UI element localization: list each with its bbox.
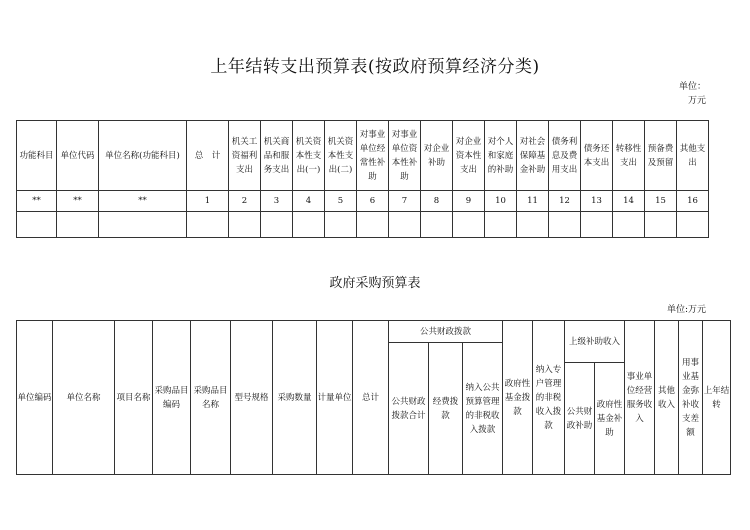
code-cell: 2 bbox=[229, 191, 261, 212]
header-cell: 对事业单位经常性补助 bbox=[357, 121, 389, 191]
col-quantity: 采购数量 bbox=[273, 321, 317, 475]
code-cell: ** bbox=[17, 191, 57, 212]
table1-empty-row bbox=[17, 212, 709, 238]
table2-title: 政府采购预算表 bbox=[329, 276, 421, 291]
code-cell: 4 bbox=[293, 191, 325, 212]
code-cell: 13 bbox=[581, 191, 613, 212]
col-public-total: 公共财政拨款合计 bbox=[389, 343, 429, 475]
table1-title: 上年结转支出预算表(按政府预算经济分类) bbox=[210, 57, 540, 77]
col-model: 型号规格 bbox=[231, 321, 273, 475]
col-fund-subsidy: 政府性基金补助 bbox=[595, 363, 625, 475]
col-item-name: 项目名称 bbox=[115, 321, 153, 475]
header-cell: 机关资本性支出(一) bbox=[293, 121, 325, 191]
code-cell: 6 bbox=[357, 191, 389, 212]
code-cell: ** bbox=[57, 191, 99, 212]
header-cell: 其他支出 bbox=[677, 121, 709, 191]
header-cell: 功能科目 bbox=[17, 121, 57, 191]
header-cell: 对个人和家庭的补助 bbox=[485, 121, 517, 191]
col-total: 总计 bbox=[353, 321, 389, 475]
code-cell: 1 bbox=[187, 191, 229, 212]
header-cell: 总 计 bbox=[187, 121, 229, 191]
col-gov-fund: 政府性基金拨款 bbox=[503, 321, 533, 475]
code-cell: 16 bbox=[677, 191, 709, 212]
code-cell: 14 bbox=[613, 191, 645, 212]
header-cell: 对事业单位资本性补助 bbox=[389, 121, 421, 191]
table2-header-row-1 bbox=[17, 321, 731, 343]
header-cell: 机关商品和服务支出 bbox=[261, 121, 293, 191]
code-cell: ** bbox=[99, 191, 187, 212]
code-cell: 5 bbox=[325, 191, 357, 212]
header-cell: 对社会保障基金补助 bbox=[517, 121, 549, 191]
group-public: 公共财政拨款 bbox=[389, 321, 503, 343]
table1-header-row bbox=[17, 121, 709, 191]
code-cell: 15 bbox=[645, 191, 677, 212]
col-special-nontax: 纳入专户管理的非税收入拨款 bbox=[533, 321, 565, 475]
code-cell: 12 bbox=[549, 191, 581, 212]
col-other: 其他收入 bbox=[655, 321, 679, 475]
col-purchase-code: 采购品目编码 bbox=[153, 321, 191, 475]
col-purchase-name: 采购品目名称 bbox=[191, 321, 231, 475]
table2-unit: 单位:万元 bbox=[666, 305, 706, 315]
col-reserve: 用事业基金弥补收支差额 bbox=[679, 321, 703, 475]
government-procurement-table bbox=[16, 320, 731, 475]
header-cell: 债务利息及费用支出 bbox=[549, 121, 581, 191]
col-unit-code: 单位编码 bbox=[17, 321, 53, 475]
carryover-expenditure-table bbox=[16, 120, 709, 238]
code-cell: 8 bbox=[421, 191, 453, 212]
col-measure: 计量单位 bbox=[317, 321, 353, 475]
col-unit-name: 单位名称 bbox=[53, 321, 115, 475]
col-fund: 经费拨款 bbox=[429, 343, 463, 475]
code-cell: 11 bbox=[517, 191, 549, 212]
header-cell: 债务还本支出 bbox=[581, 121, 613, 191]
table1-code-row bbox=[17, 191, 709, 212]
col-business: 事业单位经营服务收入 bbox=[625, 321, 655, 475]
header-cell: 机关工资福利支出 bbox=[229, 121, 261, 191]
code-cell: 10 bbox=[485, 191, 517, 212]
code-cell: 3 bbox=[261, 191, 293, 212]
group-upper: 上级补助收入 bbox=[565, 321, 625, 363]
table1-unit: 单位：万元 bbox=[678, 82, 706, 106]
header-cell: 单位名称(功能科目) bbox=[99, 121, 187, 191]
header-cell: 对企业补助 bbox=[421, 121, 453, 191]
header-cell: 转移性支出 bbox=[613, 121, 645, 191]
col-nontax: 纳入公共预算管理的非税收入拨款 bbox=[463, 343, 503, 475]
header-cell: 预备费及预留 bbox=[645, 121, 677, 191]
code-cell: 9 bbox=[453, 191, 485, 212]
code-cell: 7 bbox=[389, 191, 421, 212]
header-cell: 单位代码 bbox=[57, 121, 99, 191]
col-carryover: 上年结转 bbox=[703, 321, 731, 475]
col-public-subsidy: 公共财政补助 bbox=[565, 363, 595, 475]
header-cell: 对企业资本性支出 bbox=[453, 121, 485, 191]
header-cell: 机关资本性支出(二) bbox=[325, 121, 357, 191]
